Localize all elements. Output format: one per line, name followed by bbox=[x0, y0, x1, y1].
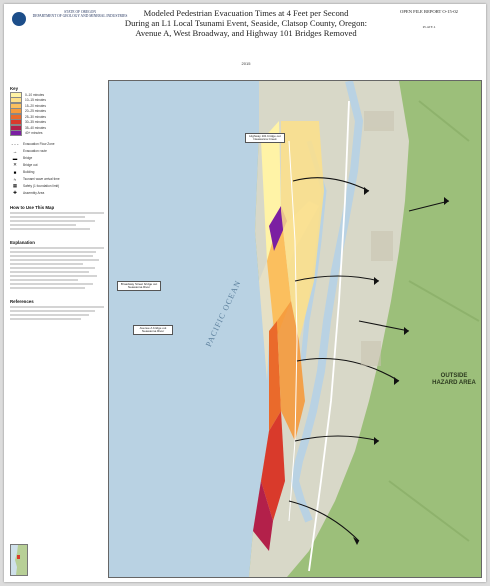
time-class-row bbox=[10, 125, 104, 130]
callout-broadway: Broadway Street bridge out Neawanna River bbox=[117, 281, 161, 291]
symbol-row bbox=[10, 183, 104, 189]
map-year: 2015 bbox=[241, 61, 251, 66]
report-block bbox=[380, 9, 478, 29]
symbol-label: Assembly Area bbox=[23, 191, 45, 195]
time-class-label: 35–40 minutes bbox=[25, 125, 46, 130]
time-class-label: 0–10 minutes bbox=[25, 92, 45, 97]
symbol-row bbox=[10, 176, 104, 182]
how-to-text-block bbox=[10, 212, 104, 230]
time-class-row bbox=[10, 92, 104, 97]
callout-avenue-a: Avenue A bridge out Neawanna River bbox=[133, 325, 173, 335]
title-line-2: During an L1 Local Tsunami Event, Seaside, Clatsop County, Oregon: bbox=[124, 18, 368, 28]
dashed-line-icon: - - - bbox=[11, 141, 19, 147]
symbol-row bbox=[10, 162, 104, 168]
map-sheet bbox=[4, 4, 486, 582]
how-to-heading: How to Use This Map bbox=[10, 205, 55, 210]
time-class-row bbox=[10, 109, 104, 114]
time-class-row bbox=[10, 114, 104, 119]
legend-column bbox=[10, 84, 104, 572]
callout-highway-101: Highway 101 bridge out Neawanna Creek bbox=[245, 133, 285, 143]
symbol-row bbox=[10, 169, 104, 175]
location-inset-map bbox=[10, 544, 28, 576]
time-class-swatch bbox=[10, 130, 22, 136]
symbol-row bbox=[10, 148, 104, 154]
time-class-legend bbox=[10, 92, 104, 136]
symbol-label: Evacuation Flow Zone bbox=[23, 142, 55, 146]
title-line-1: Modeled Pedestrian Evacuation Times at 4 Feet per Second bbox=[143, 8, 349, 18]
time-class-label: 25–30 minutes bbox=[25, 114, 46, 119]
symbol-row bbox=[10, 155, 104, 161]
bridge-out-icon: ✕ bbox=[13, 162, 17, 167]
references-text-block bbox=[10, 306, 104, 320]
symbol-row bbox=[10, 190, 104, 196]
explanation-text-block bbox=[10, 247, 104, 289]
time-class-row bbox=[10, 98, 104, 103]
bridge-icon: ▬ bbox=[12, 155, 18, 161]
outside-hazard-label: OUTSIDE HAZARD AREA bbox=[432, 373, 476, 386]
agency-line-1: STATE OF OREGON bbox=[64, 10, 96, 14]
assembly-icon: ✚ bbox=[13, 190, 17, 195]
time-class-label: 10–15 minutes bbox=[25, 98, 46, 102]
ocean-label: PACIFIC OCEAN bbox=[203, 278, 243, 349]
safety-icon: ▦ bbox=[12, 183, 18, 188]
symbol-label: Building bbox=[23, 170, 35, 174]
report-plate: PLATE 4 bbox=[422, 24, 436, 29]
report-id: OPEN FILE REPORT O-15-02 bbox=[400, 9, 458, 14]
explanation-heading: Explanation bbox=[10, 240, 35, 245]
symbol-row bbox=[10, 141, 104, 147]
wave-icon: ≈ bbox=[13, 176, 17, 182]
key-heading: Key bbox=[10, 86, 19, 91]
time-class-row bbox=[10, 131, 104, 136]
time-class-row bbox=[10, 120, 104, 125]
symbol-legend bbox=[10, 141, 104, 196]
time-class-label: 40+ minutes bbox=[25, 131, 43, 135]
time-class-row bbox=[10, 103, 104, 108]
symbol-label: Bridge out bbox=[23, 163, 38, 167]
symbol-label: Evacuation route bbox=[23, 149, 47, 153]
time-class-label: 15–20 minutes bbox=[25, 103, 46, 108]
building-icon: ■ bbox=[13, 169, 17, 175]
symbol-label: Tsunami wave arrival time bbox=[23, 177, 60, 181]
time-class-label: 20–25 minutes bbox=[25, 109, 46, 113]
map-title bbox=[124, 8, 368, 38]
agency-block bbox=[30, 10, 130, 19]
symbol-label: Safety (1 foundation limit) bbox=[23, 184, 60, 188]
dogami-logo bbox=[12, 12, 26, 26]
references-heading: References bbox=[10, 299, 34, 304]
symbol-label: Bridge bbox=[23, 156, 33, 160]
time-class-label: 30–35 minutes bbox=[25, 120, 46, 124]
arrow-icon: → bbox=[12, 148, 18, 154]
evacuation-map[interactable] bbox=[108, 80, 482, 578]
agency-line-2: DEPARTMENT OF GEOLOGY AND MINERAL INDUSTRIES bbox=[32, 14, 128, 19]
title-line-3: Avenue A, West Broadway, and Highway 101 Bridges Removed bbox=[135, 28, 357, 38]
